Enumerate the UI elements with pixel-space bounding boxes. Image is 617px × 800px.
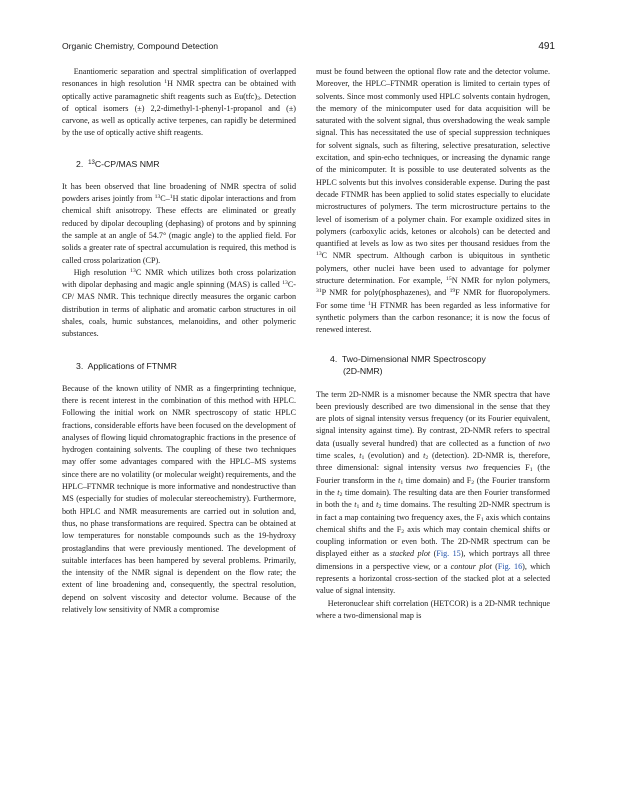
- left-column: [62, 66, 296, 616]
- paragraph-ftnmr-continued: must be found between the optional flow rate and the detector volume. Moreover, the HPLC–FTNMR operation is limited to certain types of solvents. Since most commonly used HPLC solvents contain hydrogen, the memory of the minicomputer used for data acquisition will be saturated with the solvent signal, thus overshadowing the weak sample signal. This has necessitated the use of special suppression techniques for solvent signals, such as filtering, selective presaturation, selective excitation, and spin-echo techniques, or increasing the dynamic range of the minicomputer. It is possible to use deuterated solvents as the HPLC solvents but this involves considerable expense. During the past decade FTNMR has been applied to solid states especially to elucidate microstructures of polymers. The term microstructure pertains to the level of isomerism of a polymer chain. For example oxidized sites in polymers (carboxylic acids, ketones or alcohols) can be detected and quantified at levels as low as two sites per thousand residues from the $^{13}$C NMR spectrum. Although carbon is ubiquitous in synthetic polymers, other nuclei have been used to advantage for polymer structure determination. For example, $^{15}$N NMR for nylon polymers, $^{31}$P NMR for poly(phosphazenes), and $^{19}$F NMR for fluoropolymers. For some time $^1$H FTNMR has been regarded as less informative for synthetic polymers than the carbon resonance; it is now the focus of renewed interest.: [316, 67, 551, 335]
- paragraph-hplc-ftnmr: Because of the known utility of NMR as a fingerprinting technique, there is recent interest in the combination of this method with HPLC. Following the initial work on NMR spectroscopy of static HPLC fractions, considerable efforts have been focused on the development of analyses of flowing liquid chromatographic fractions in the presence of hydrogen containing solvents. The coupling of these two techniques may offer some advantages compared with the HPLC–MS systems since there are no volatility (or molecular weight) requirements, and the HPLC–FTNMR technique is more informative and nondestructive than MS (especially for studies of molecular stereochemistry). Furthermore, both HPLC and NMR measurements are carried out in solution and, thus, no phase transformations are required. Spectra can be obtained at low temperatures for nonstable compounds such as the 19-hydroxy prostaglandins that were previously mentioned. The development of suitable interfaces has been hampered by several problems. Primarily, the intensity of the NMR signal is dependent on the flow rate; the extent of line broadening and, consequently, the spectral resolution, depend on solvent viscosity and detector volume. Because of the relatively low sensitivity of NMR a compromise: [62, 383, 296, 614]
- figure-15-link[interactable]: Fig. 15: [436, 549, 461, 559]
- section-heading-cp-mas: 2. $^{13}$C-CP/MAS NMR: [76, 158, 160, 169]
- paragraph-high-resolution-13c: High resolution $^{13}$C NMR which utilizes both cross polarization with dipolar dephasing and magic angle spinning (MAS) is called $^{13}$C-CP/ MAS NMR. This technique directly measures the organic carbon distribution in terms of aliphatic and aromatic carbon structures in oil shales, coals, humic substances, melanoidins, and other polymeric substances.: [62, 267, 296, 339]
- section-heading-2d-nmr: 4. Two-Dimensional NMR Spectroscopy (2D-NMR): [330, 353, 486, 376]
- running-header: [62, 41, 555, 52]
- page-number: 491: [538, 41, 555, 52]
- running-title: Organic Chemistry, Compound Detection: [62, 41, 219, 51]
- paragraph-hetcor: Heteronuclear shift correlation (HETCOR) is a 2D-NMR technique where a two-dimensional map is: [316, 598, 550, 620]
- paragraph-shift-reagents: Enantiomeric separation and spectral simplification of overlapped resonances in high resolution $^1$H NMR spectra can be obtained with optically active paramagnetic shift reagents such as $Eu(tfc)_3$. Detection of optical isomers (±) 2,2-dimethyl-1-phenyl-1-propanol and (±) carvone, as well as optically active terpenes, can rapidly be determined by the use of optically active shift reagents.: [62, 67, 296, 138]
- paragraph-2d-nmr-definition: The term 2D-NMR is a misnomer because the NMR spectra that have been previously described are two dimensional in the sense that they are plots of signal intensity versus frequency (or its Fourier equivalent, signal intensity against time). By contrast, 2D-NMR refers to spectral data (usually several hundred) that are collected as a function of two time scales, $t_1$ (evolution) and $t_2$ (detection). 2D-NMR is, therefore, three dimensional: signal intensity versus two frequencies $F_1$ (the Fourier transform in the $t_1$ time domain) and $F_2$ (the Fourier transform in the $t_2$ time domain). The resulting data are then Fourier transformed in both the $t_1$ and $t_2$ time domains. The resulting 2D-NMR spectrum is in fact a map containing two frequency axes, the $F_1$ axis which contains chemical shifts and the $F_2$ axis which may contain chemical shifts or coupling information or even both. The 2D-NMR spectrum can be displayed either as a stacked plot (Fig. 15), which portrays all three dimensions in a perspective view, or a contour plot (Fig. 16), which represents a horizontal cross-section of the stacked plot at a selected value of signal intensity.: [316, 389, 551, 596]
- right-column: [316, 66, 550, 622]
- section-heading-ftnmr: 3. Applications of FTNMR: [76, 360, 177, 371]
- paragraph-line-broadening: It has been observed that line broadening of NMR spectra of solid powders arises jointly from $^{13}$C–$^1$H static dipolar interactions and from chemical shift anisotropy. These effects are eliminated or greatly reduced by dipolar decoupling (dephasing) of protons and by spinning the sample at an angle of 54.7° (magic angle) to the applied field. For solids a greater rate of spectral accumulation is required, this method is called cross polarization (CP).: [62, 181, 296, 265]
- figure-16-link[interactable]: Fig. 16: [497, 561, 523, 571]
